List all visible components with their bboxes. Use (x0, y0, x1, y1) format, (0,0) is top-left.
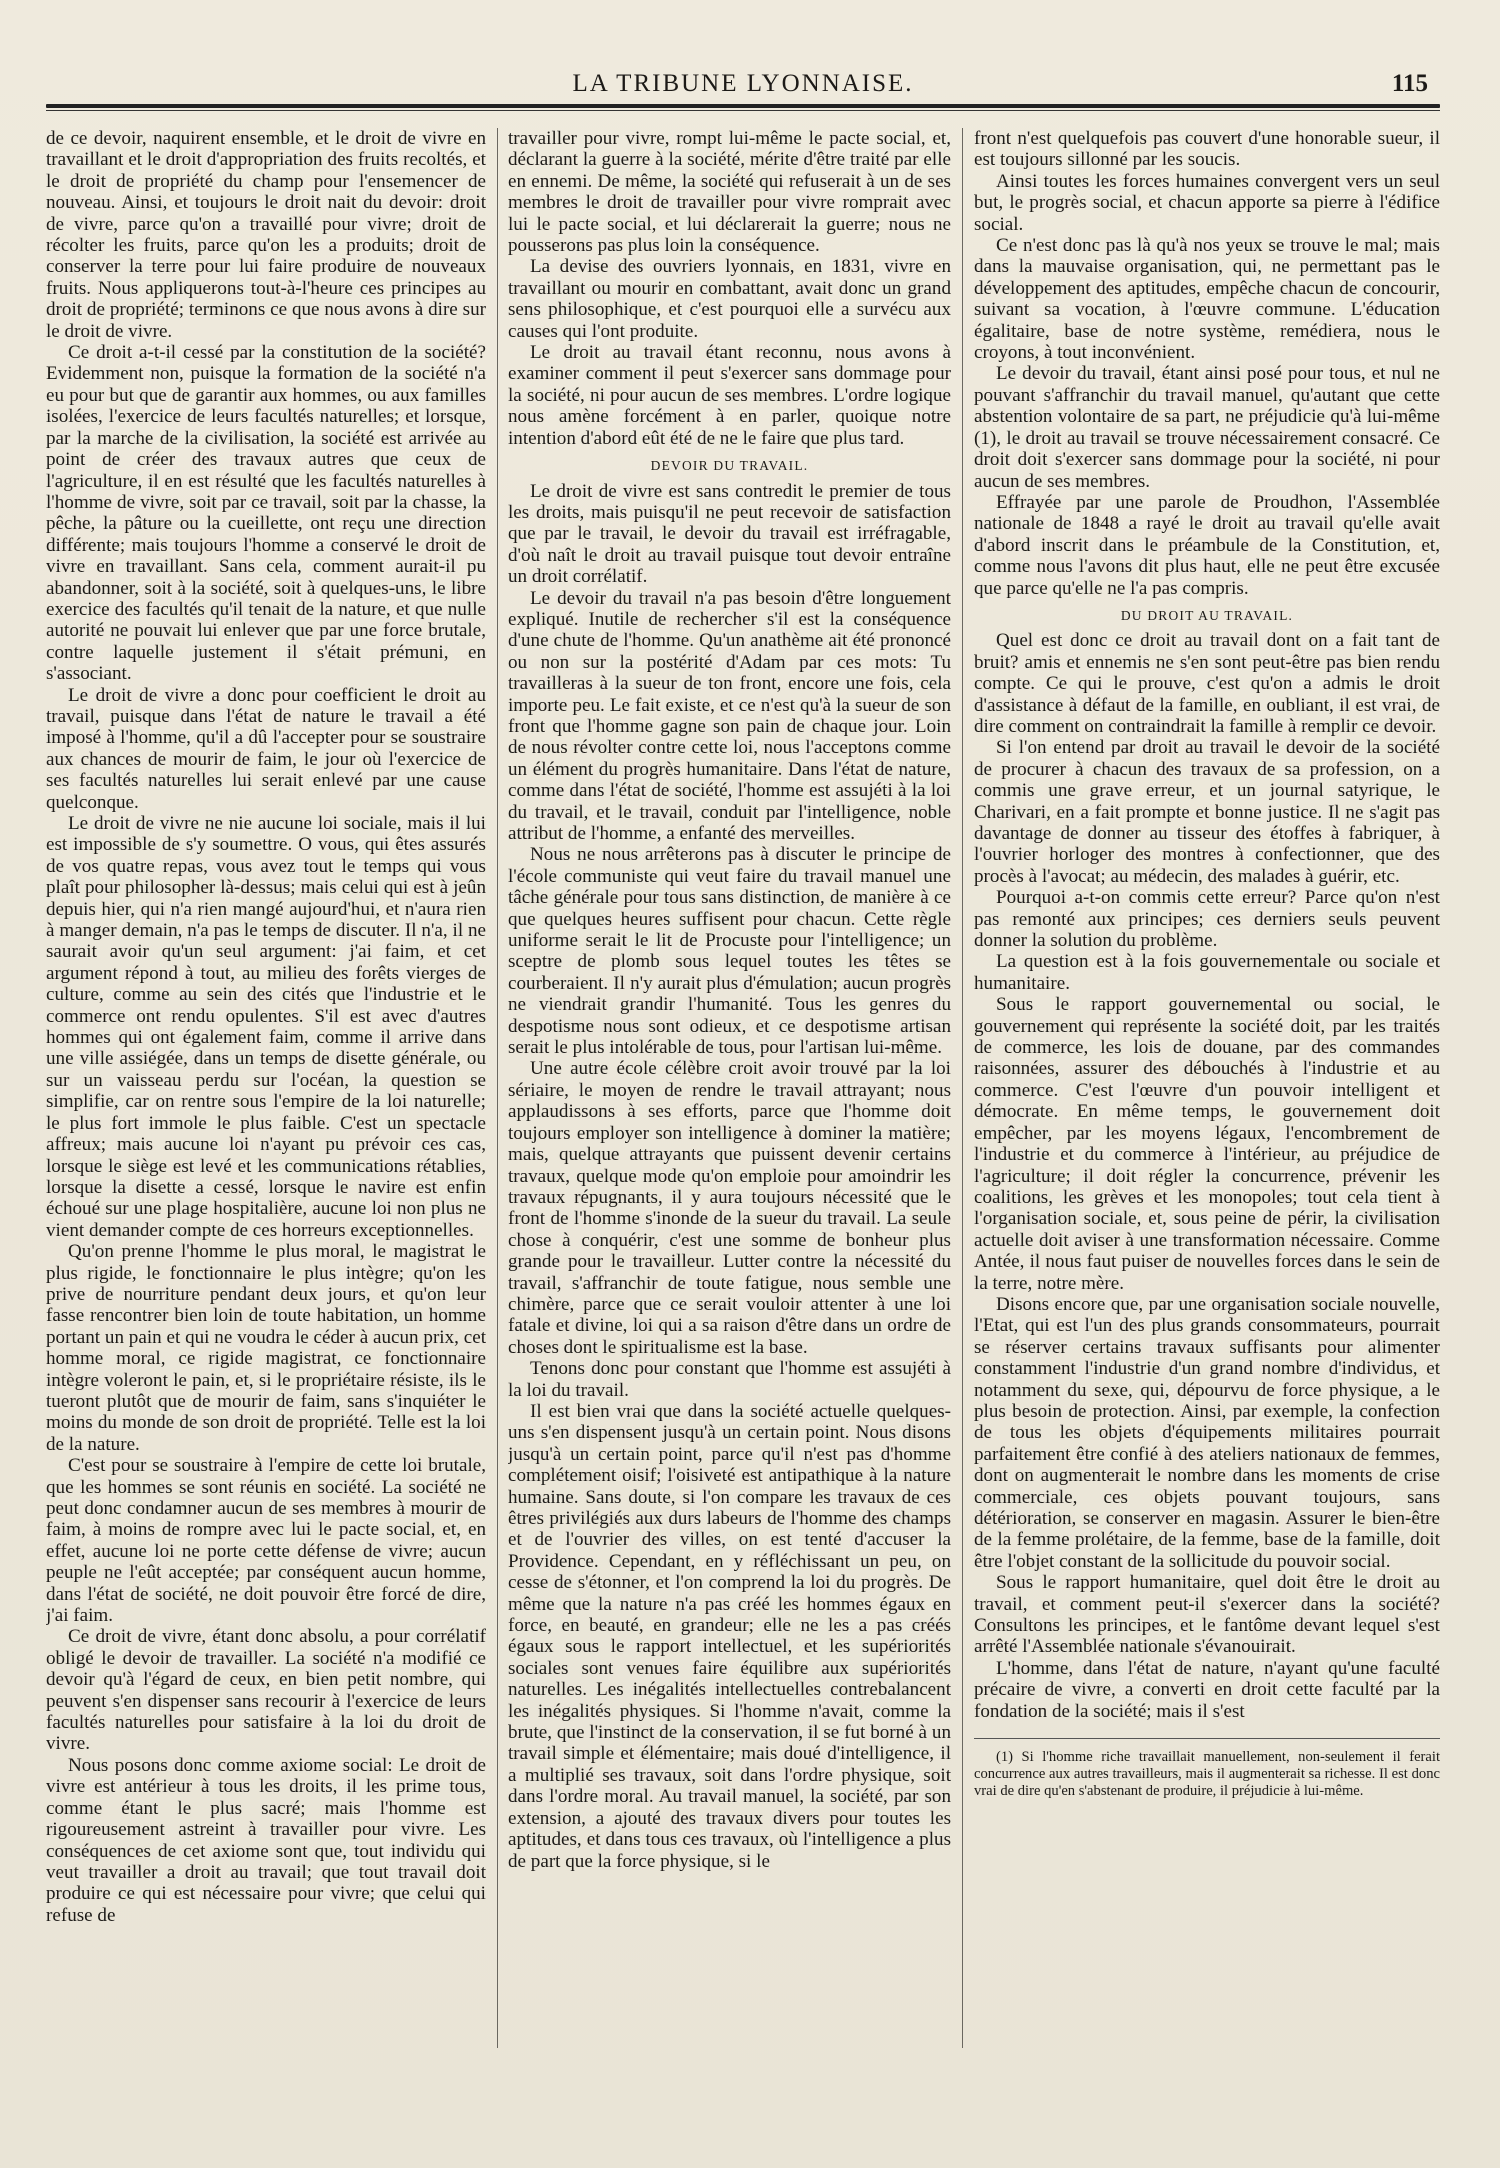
paragraph: Il est bien vrai que dans la société actuelle quelques-uns s'en dispensent jusqu'à un certain point. Nous disons jusqu'à un certain point, parce qu'il n'est pas d'homme complétement oisif; l'oisiveté est antipathique à la nature humaine. Sans doute, si l'on compare les travaux de ces êtres privilégiés aux durs labeurs de l'homme des champs et de l'ouvrier des villes, on est tenté d'accuser la Providence. Cependant, en y réfléchissant un peu, on cesse de s'étonner, et l'on comprend la loi du progrès. De même que la nature n'a pas créé les hommes égaux en force, en beauté, en grandeur; elle ne les a pas créés égaux sous le rapport intellectuel, et les supériorités sociales sont venues faire équilibre aux supériorités naturelles. Les inégalités intellectuelles contrebalancent les inégalités physiques. Si l'homme n'avait, comme la brute, que l'instinct de la conservation, il se fut borné à un travail simple et élémentaire; mais doué d'intelligence, il a multiplié ses travaux, soit dans l'ordre physique, soit dans l'ordre moral. Au travail manuel, la société, par son extension, a ajouté des travaux divers pour toutes les aptitudes, et dans tous ces travaux, où l'intelligence a plus de part que la force physique, si le (508, 1400, 951, 1872)
paragraph: Ce droit a-t-il cessé par la constitution de la société? Evidemment non, puisque la formation de la société n'a eu pour but que de garantir aux hommes, ou aux familles isolées, l'exercice de leurs facultés naturelles; et lorsque, par la marche de la civilisation, la société est arrivée au point de créer des travaux autres que ceux de l'agriculture, il en est résulté que les facultés naturelles à l'homme de vivre, soit par ce travail, soit par la chasse, la pêche, la pâture ou la cueillette, ont reçu une direction différente; mais toujours l'homme a conservé le droit de vivre en travaillant. Sans cela, comment aurait-il pu abandonner, soit à la société, soit à quelques-uns, le libre exercice des facultés qu'il tenait de la nature, et que nulle autorité ne pouvait lui enlever que par une force brutale, contre laquelle justement il s'était prémuni, en s'associant. (46, 342, 486, 685)
section-heading: DEVOIR DU TRAVAIL. (650, 458, 809, 474)
paragraph: La question est à la fois gouvernementale ou sociale et humanitaire. (974, 951, 1440, 994)
footnote-rule (974, 1738, 1440, 1739)
column-3 (974, 128, 1440, 2053)
paragraph: Une autre école célèbre croit avoir trouvé par la loi sériaire, le moyen de rendre le travail attrayant; nous applaudissons à ses efforts, parce que l'homme doit toujours employer son intelligence à dominer la matière; mais, quelque attrayants que puissent devenir certains travaux, quelque mode qu'on emploie pour amoindrir les travaux répugnants, il y aura toujours nécessité que le front de l'homme s'inonde de la sueur du travail. La seule chose à conquérir, c'est une somme de bonheur plus grande pour le travailleur. Lutter contre la nécessité du travail, s'affranchir de toute fatigue, nous semble une chimère, parce que ce serait vouloir attenter à une loi fatale et divine, loi qui a sa raison d'être dans un ordre de choses dont le spiritualisme est la base. (508, 1058, 951, 1358)
paragraph: Disons encore que, par une organisation sociale nouvelle, l'Etat, qui est l'un des plus grands consommateurs, pourrait se réserver certains travaux suffisants pour alimenter constamment l'industrie d'un grand nombre d'individus, et notamment du sexe, qui, dépourvu de force physique, a le plus besoin de protection. Ainsi, par exemple, la confection de tous les objets d'équipements militaires pourrait parfaitement être confié à des ateliers nationaux de femmes, dont on augmenterait le nombre dans les moments de crise commerciale, ces objets pouvant toujours, sans détérioration, se conserver en magasin. Assurer le bien-être de la femme prolétaire, de la femme, base de la famille, doit être l'objet constant de la sollicitude du pouvoir social. (974, 1293, 1440, 1572)
column-divider-2 (962, 128, 963, 2048)
paragraph: Le droit de vivre ne nie aucune loi sociale, mais il lui est impossible de s'y soumettre. O vous, qui êtes assurés de vos quatre repas, vous avez tout le temps qui vous plaît pour philosopher là-dessus; mais celui qui est à jeûn depuis hier, qui n'a rien mangé aujourd'hui, et n'aura rien à manger demain, n'a pas le temps de discuter. Il n'a, il ne saurait avoir qu'un seul argument: j'ai faim, et cet argument répond à tout, au milieu des forêts vierges de culture, comme au sein des cités que l'industrie et le commerce ont rendu opulentes. S'il est avec d'autres hommes qui ont également faim, comme il arrive dans une ville assiégée, dans un temps de disette générale, ou sur un vaisseau perdu sur l'océan, la question se simplifie, car on rentre sous l'empire de la loi naturelle; le plus fort immole le plus faible. C'est un spectacle affreux; mais aucune loi n'ayant pu prévoir ces cas, lorsque le siège est levé et les communications rétablies, lorsque la disette a cessé, lorsque le navire est enfin échoué sur une plage hospitalière, aucune loi non plus ne vient demander compte de ces horreurs exceptionnelles. (46, 813, 486, 1241)
paragraph: front n'est quelquefois pas couvert d'une honorable sueur, il est toujours sillonné par les soucis. (974, 128, 1440, 171)
paragraph: Ce n'est donc pas là qu'à nos yeux se trouve le mal; mais dans la mauvaise organisation, qui, ne permettant pas le développement des aptitudes, empêche chacun de concourir, suivant sa vocation, à l'œuvre commune. L'éducation égalitaire, base de notre système, remédiera, nous le croyons, à tout inconvénient. (974, 235, 1440, 364)
paragraph: Sous le rapport gouvernemental ou social, le gouvernement qui représente la société doit, par les traités de commerce, les lois de douane, par des commandes raisonnées, assurer des débouchés à l'industrie et au commerce. C'est l'œuvre d'un pouvoir intelligent et démocrate. En même temps, le gouvernement doit empêcher, par les moyens légaux, l'encombrement de l'industrie et du commerce à l'intérieur, au préjudice de l'agriculture; il doit régler la concurrence, prévenir les coalitions, les grèves et les monopoles; tout cela tient à l'organisation sociale, et, sous peine de périr, la civilisation actuelle doit aviser à une transformation nécessaire. Comme Antée, il nous faut puiser de nouvelles forces dans le sein de la terre, notre mère. (974, 994, 1440, 1294)
paragraph: Sous le rapport humanitaire, quel doit être le droit au travail, et comment peut-il s'exercer dans la société? Consultons les principes, et le fantôme devant lequel s'est arrêté l'Assemblée nationale s'évanouirait. (974, 1572, 1440, 1658)
paragraph: Le devoir du travail, étant ainsi posé pour tous, et nul ne pouvant s'affranchir du travail manuel, qu'autant que cette abstention volontaire de sa part, ne préjudicie qu'à lui-même (1), le droit au travail se trouve nécessairement consacré. Ce droit doit s'exercer sans dommage pour la société, ni pour aucun de ses membres. (974, 363, 1440, 492)
column-2 (508, 128, 951, 2053)
paragraph: L'homme, dans l'état de nature, n'ayant qu'une faculté précaire de vivre, a converti en droit cette faculté par la fondation de la société; mais il s'est (974, 1657, 1440, 1722)
paragraph: Quel est donc ce droit au travail dont on a fait tant de bruit? amis et ennemis ne s'en sont peut-être pas bien rendu compte. Ce qui le prouve, c'est qu'on a admis le droit d'assistance à défaut de la famille, en oubliant, il est vrai, de dire comment on contraindrait la famille à remplir ce devoir. (974, 630, 1440, 737)
publication-title: LA TRIBUNE LYONNAISE. (572, 70, 914, 97)
paragraph: Effrayée par une parole de Proudhon, l'Assemblée nationale de 1848 a rayé le droit au travail qu'elle avait d'abord inscrit dans le préambule de la Constitution, et, comme nous l'avons dit plus haut, elle ne peut être excusée que parce qu'elle ne l'a pas compris. (974, 491, 1440, 599)
paragraph: Qu'on prenne l'homme le plus moral, le magistrat le plus rigide, le fonctionnaire le plus intègre; qu'on les prive de nourriture pendant deux jours, et qu'on leur fasse rencontrer bien loin de toute habitation, un homme portant un pain et qui ne voudra le céder à aucun prix, cet homme moral, ce rigide magistrat, ce fonctionnaire intègre voleront le pain, et, si le propriétaire résiste, ils le tueront plutôt que de mourir de faim, sans s'inquiéter le moins du monde de son droit de propriété. Telle est la loi de la nature. (46, 1241, 486, 1455)
paragraph: La devise des ouvriers lyonnais, en 1831, vivre en travaillant ou mourir en combattant, avait donc un grand sens philosophique, et c'est pourquoi elle a survécu aux causes qui l'ont produite. (508, 256, 951, 342)
header-rule-thin (46, 110, 1440, 111)
paragraph: Le droit de vivre a donc pour coefficient le droit au travail, puisque dans l'état de nature le travail a été imposé à l'homme, qu'il a dû l'accepter pour se soustraire aux chances de mourir de faim, le jour où l'exercice de ses facultés naturelles lui serait enlevé par une cause quelconque. (46, 684, 486, 813)
paragraph: Ce droit de vivre, étant donc absolu, a pour corrélatif obligé le devoir de travailler. La société n'a modifié ce devoir qu'à l'égard de ceux, en bien petit nombre, qui peuvent s'en dispenser sans recourir à l'exercice de leurs facultés naturelles pour satisfaire à la loi du droit de vivre. (46, 1626, 486, 1755)
paragraph: Si l'on entend par droit au travail le devoir de la société de procurer à chacun des travaux de sa profession, on a commis une grave erreur, et un journal satyrique, le Charivari, en a fait prompte et bonne justice. Il ne s'agit pas davantage de donner au tisseur des étoffes à fabriquer, à l'ouvrier horloger des montres à confectionner, que des procès à l'avocat; au médecin, des malades à guérir, etc. (974, 737, 1440, 887)
column-divider-1 (497, 128, 498, 2048)
paragraph: C'est pour se soustraire à l'empire de cette loi brutale, que les hommes se sont réunis en société. La société ne peut donc condamner aucun de ses membres à mourir de faim, à moins de rompre avec lui le pacte social, et, en effet, aucune loi ne porte cette défense de vivre; aucun peuple ne l'eût acceptée; par conséquent aucun homme, dans l'état de société, ne doit pouvoir être forcé de dire, j'ai faim. (46, 1455, 486, 1627)
running-header (46, 68, 1440, 102)
page-number: 115 (1391, 70, 1428, 97)
footnote: (1) Si l'homme riche travaillait manuellement, non-seulement il ferait concurrence aux autres travailleurs, mais il augmenterait sa richesse. Il est donc vrai de dire qu'en s'abstenant de produire, il préjudicie à lui-même. (974, 1749, 1440, 1800)
column-1 (46, 128, 486, 2053)
paragraph: Tenons donc pour constant que l'homme est assujéti à la loi du travail. (508, 1358, 951, 1401)
paragraph: Le droit au travail étant reconnu, nous avons à examiner comment il peut s'exercer sans dommage pour la société, ni pour aucun de ses membres. L'ordre logique nous amène forcément à en parler, quoique notre intention d'abord eût été de ne le faire que plus tard. (508, 342, 951, 449)
paragraph: Le devoir du travail n'a pas besoin d'être longuement expliqué. Inutile de rechercher s'il est la conséquence d'une chute de l'homme. Qu'un anathème ait été prononcé ou non sur la postérité d'Adam par ces mots: Tu travailleras à la sueur de ton front, encore une fois, cela importe peu. Le fait existe, et ce n'est qu'à la sueur de son front que l'homme gagne son pain de chaque jour. Loin de nous révolter contre cette loi, nous l'acceptons comme un élément du progrès humanitaire. Dans l'état de nature, comme dans l'état de société, l'homme est assujéti à la loi du travail, et le travail, conduit par l'intelligence, noble attribut de l'homme, a enfanté des merveilles. (508, 587, 951, 844)
paragraph: travailler pour vivre, rompt lui-même le pacte social, et, déclarant la guerre à la société, mérite d'être traité par elle en ennemi. De même, la société qui refuserait à un de ses membres le droit de travailler pour vivre romprait avec lui le pacte social, et lui déclarerait la guerre; nous ne pousserons pas plus loin la conséquence. (508, 128, 951, 257)
paragraph: Le droit de vivre est sans contredit le premier de tous les droits, mais puisqu'il ne peut recevoir de satisfaction que par le travail, le devoir du travail est irréfragable, d'où naît le droit au travail puisque tout devoir entraîne un droit corrélatif. (508, 480, 951, 588)
paragraph: Pourquoi a-t-on commis cette erreur? Parce qu'on n'est pas remonté aux principes; ces derniers seuls peuvent donner la solution du problème. (974, 887, 1440, 952)
paragraph: Ainsi toutes les forces humaines convergent vers un seul but, le progrès social, et chacun apporte sa pierre à l'édifice social. (974, 170, 1440, 235)
paragraph: Nous ne nous arrêterons pas à discuter le principe de l'école communiste qui veut faire du travail manuel une tâche générale pour tous sans distinction, de manière à ce que quelques heures suffisent pour chacun. Cette règle uniforme serait le lit de Procuste pour l'intelligence; un sceptre de plomb sous lequel toutes les têtes se courberaient. Il n'y aurait plus d'émulation; aucun progrès ne viendrait grandir l'humanité. Tous les genres du despotisme nous sont odieux, et ce despotisme artisan serait le plus intolérable de tous, pour l'artisan lui-même. (508, 844, 951, 1059)
header-rule-thick (46, 104, 1440, 108)
section-heading: DU DROIT AU TRAVAIL. (1120, 607, 1294, 623)
paragraph: de ce devoir, naquirent ensemble, et le droit de vivre en travaillant et le droit d'appropriation des fruits recoltés, et le droit de propriété du champ pour l'ensemencer de nouveau. Ainsi, et toujours le droit nait du devoir: droit de vivre, parce qu'on a travaillé pour vivre; droit de récolter les fruits, parce qu'on les a produits; droit de conserver la terre pour lui faire produire de nouveaux fruits. Nous appliquerons tout-à-l'heure ces principes au droit de propriété; terminons ce que nous avons à dire sur le droit de vivre. (46, 128, 486, 342)
paragraph: Nous posons donc comme axiome social: Le droit de vivre est antérieur à tous les droits, il les prime tous, comme étant le plus sacré; mais l'homme est rigoureusement astreint à travailler pour vivre. Les conséquences de cet axiome sont que, tout individu qui veut travailler a droit au travail; que tout travail doit produire ce qui est nécessaire pour vivre; que celui qui refuse de (46, 1754, 486, 1926)
